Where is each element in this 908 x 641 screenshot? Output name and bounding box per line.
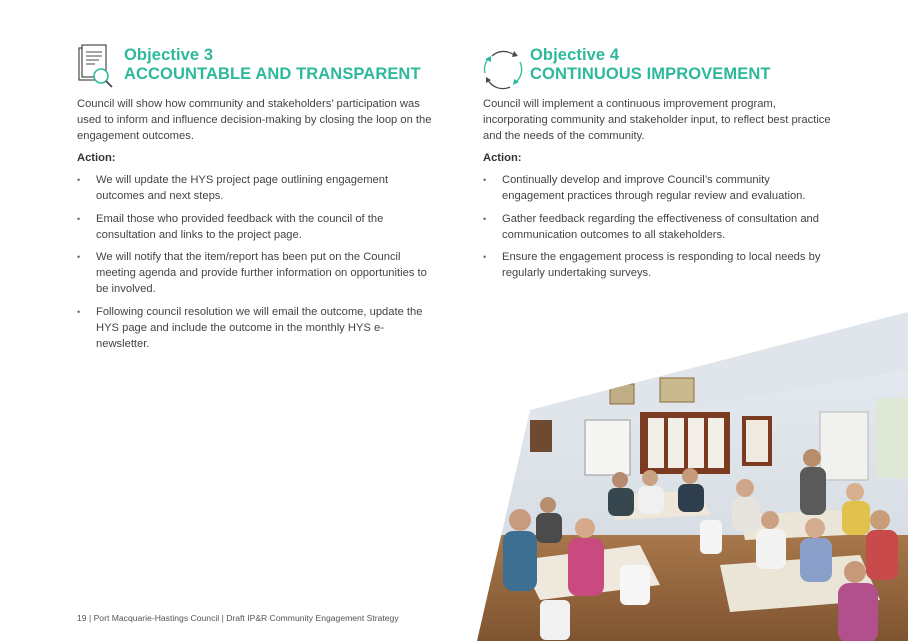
objective-3-title: ACCOUNTABLE AND TRANSPARENT — [124, 65, 421, 83]
list-item: • Email those who provided feedback with the council of the consultation and links to the project page. — [77, 211, 432, 243]
objective-4-action-list — [483, 172, 833, 281]
list-item: • We will update the HYS project page outlining engagement outcomes and next steps. — [77, 172, 432, 204]
objective-4-header — [483, 44, 833, 90]
document-search-icon — [77, 44, 117, 90]
list-item: • Gather feedback regarding the effectiveness of consultation and communication outcomes to all stakeholders. — [483, 211, 833, 243]
objective-4-section — [483, 44, 833, 288]
objective-4-label: Objective 4 — [530, 46, 620, 64]
list-item: • We will notify that the item/report has been put on the Council meeting agenda and provide further information on opportunities to be involved. — [77, 249, 432, 297]
objective-3-action-list — [77, 172, 432, 352]
list-item: • Continually develop and improve Council’s community engagement practices through regular review and evaluation. — [483, 172, 833, 204]
list-item: • Ensure the engagement process is responding to local needs by regularly undertaking surveys. — [483, 249, 833, 281]
objective-4-title: CONTINUOUS IMPROVEMENT — [530, 65, 771, 83]
cycle-arrows-icon — [483, 44, 523, 90]
objective-3-description: Council will show how community and stakeholders’ participation was used to inform and influence decision-making by closing the loop on the engagement outcomes. — [77, 98, 432, 142]
page-footer: 19 | Port Macquarie-Hastings Council | Draft IP&R Community Engagement Strategy — [77, 613, 399, 623]
objective-3-action-label: Action: — [77, 152, 116, 164]
list-item: • Following council resolution we will email the outcome, update the HYS page and include the outcome in the monthly HYS e-newsletter. — [77, 304, 432, 352]
objective-3-header — [77, 44, 432, 90]
objective-4-description: Council will implement a continuous improvement program, incorporating community and stakeholder input, to reflect best practice and the needs of the community. — [483, 98, 831, 142]
objective-3-section — [77, 44, 432, 358]
objective-3-label: Objective 3 — [124, 46, 214, 64]
objective-4-action-label: Action: — [483, 152, 522, 164]
